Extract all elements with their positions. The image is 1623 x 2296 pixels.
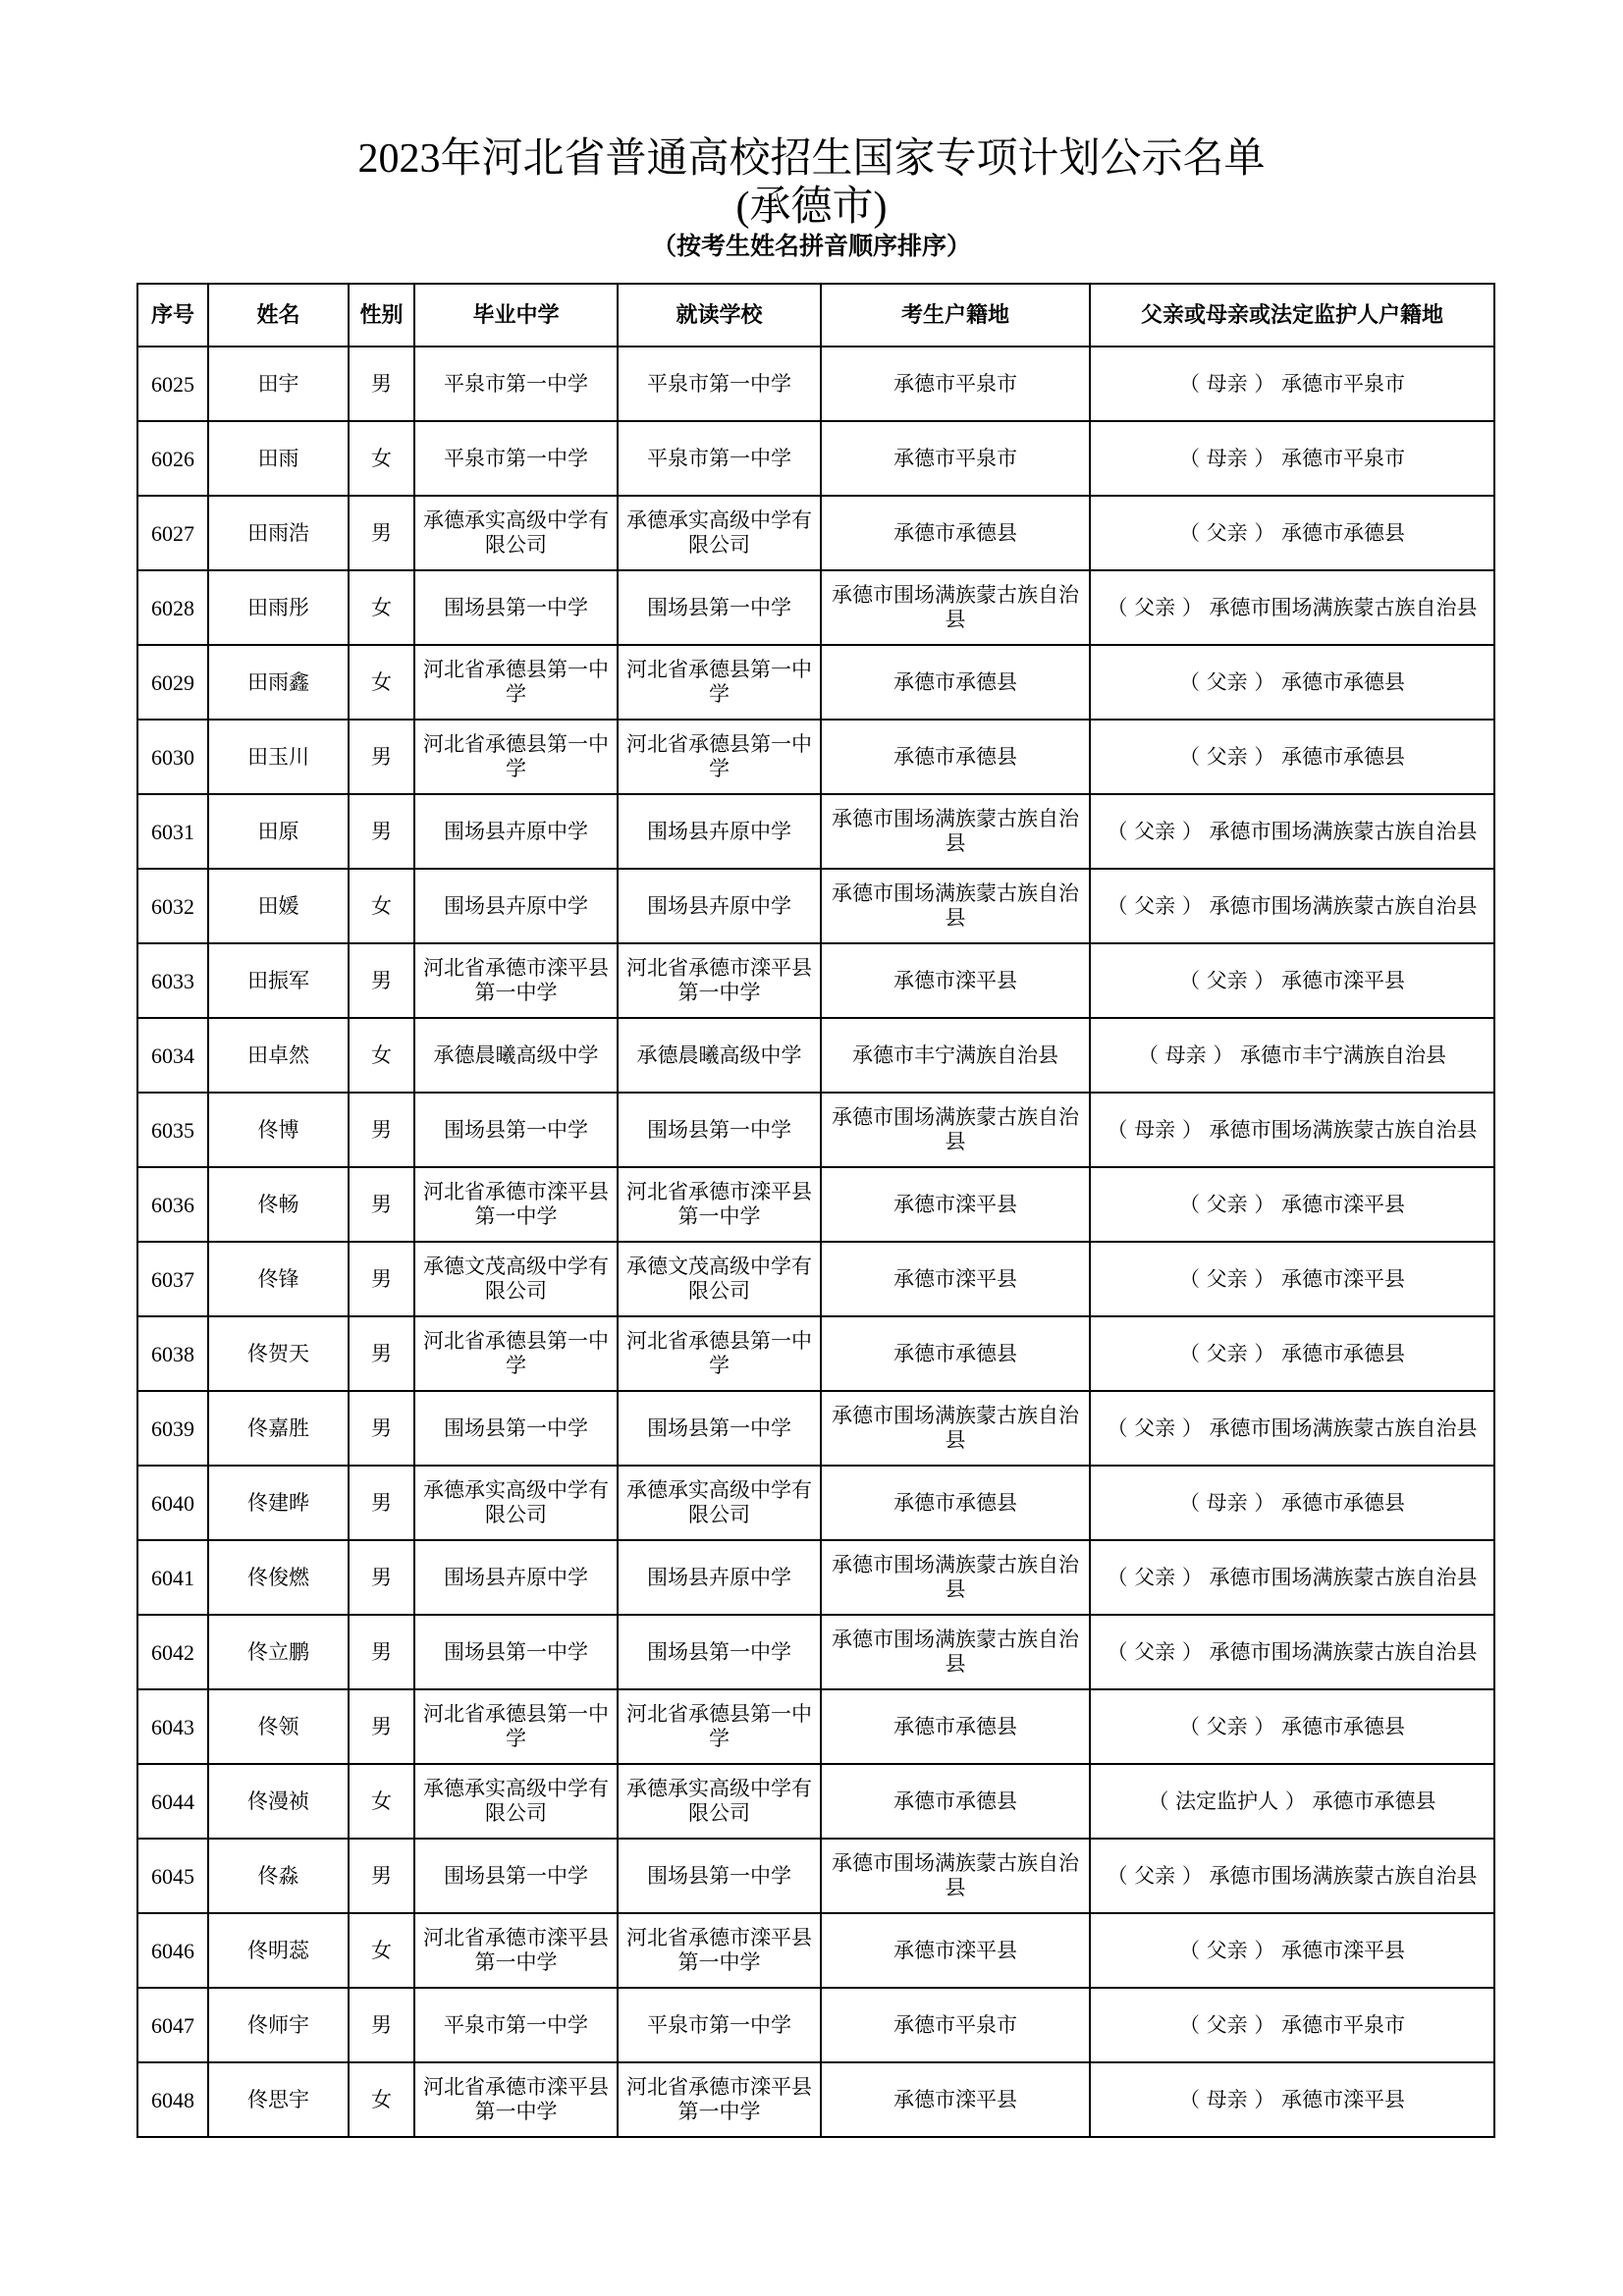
- table-row: [137, 1466, 1494, 1540]
- cell-name: 佟俊燃: [208, 1540, 349, 1615]
- cell-name: 田雨: [208, 421, 349, 496]
- table-row: [137, 1764, 1494, 1839]
- cell-current-school: 河北省承德市滦平县第一中学: [618, 2062, 821, 2137]
- cell-current-school: 平泉市第一中学: [618, 421, 821, 496]
- header-serial: 序号: [137, 284, 208, 347]
- sort-note: （按考生姓名拼音顺序排序）: [651, 232, 971, 260]
- cell-serial: 6029: [137, 645, 208, 720]
- cell-student-residence: 承德市滦平县: [821, 1242, 1090, 1316]
- cell-name: 佟淼: [208, 1839, 349, 1913]
- cell-name: 田雨鑫: [208, 645, 349, 720]
- cell-current-school: 平泉市第一中学: [618, 347, 821, 421]
- table-row: [137, 1018, 1494, 1093]
- cell-gender: 男: [349, 1242, 414, 1316]
- cell-current-school: 承德承实高级中学有限公司: [618, 496, 821, 570]
- cell-gender: 女: [349, 1913, 414, 1988]
- cell-student-residence: 承德市滦平县: [821, 943, 1090, 1018]
- cell-student-residence: 承德市围场满族蒙古族自治县: [821, 869, 1090, 943]
- cell-name: 田原: [208, 794, 349, 869]
- cell-guardian-residence: （ 父亲 ） 承德市承德县: [1090, 720, 1494, 794]
- cell-name: 佟畅: [208, 1167, 349, 1242]
- cell-current-school: 河北省承德市滦平县第一中学: [618, 1913, 821, 1988]
- cell-serial: 6048: [137, 2062, 208, 2137]
- cell-student-residence: 承德市平泉市: [821, 1988, 1090, 2062]
- cell-graduated-school: 平泉市第一中学: [414, 347, 618, 421]
- header-gender: 性别: [349, 284, 414, 347]
- cell-student-residence: 承德市围场满族蒙古族自治县: [821, 1615, 1090, 1689]
- cell-gender: 男: [349, 943, 414, 1018]
- cell-current-school: 河北省承德县第一中学: [618, 645, 821, 720]
- cell-guardian-residence: （ 父亲 ） 承德市承德县: [1090, 496, 1494, 570]
- cell-guardian-residence: （ 母亲 ） 承德市平泉市: [1090, 347, 1494, 421]
- cell-guardian-residence: （ 父亲 ） 承德市滦平县: [1090, 1913, 1494, 1988]
- cell-student-residence: 承德市围场满族蒙古族自治县: [821, 1093, 1090, 1167]
- cell-serial: 6043: [137, 1689, 208, 1764]
- table-row: [137, 943, 1494, 1018]
- cell-graduated-school: 围场县卉原中学: [414, 869, 618, 943]
- cell-gender: 男: [349, 1540, 414, 1615]
- cell-name: 田玉川: [208, 720, 349, 794]
- cell-current-school: 承德文茂高级中学有限公司: [618, 1242, 821, 1316]
- cell-graduated-school: 围场县第一中学: [414, 1615, 618, 1689]
- cell-gender: 男: [349, 496, 414, 570]
- table-row: [137, 496, 1494, 570]
- table-row: [137, 347, 1494, 421]
- cell-current-school: 河北省承德县第一中学: [618, 720, 821, 794]
- cell-name: 佟师宇: [208, 1988, 349, 2062]
- cell-current-school: 河北省承德县第一中学: [618, 1316, 821, 1391]
- table-row: [137, 421, 1494, 496]
- cell-name: 佟领: [208, 1689, 349, 1764]
- cell-gender: 男: [349, 1093, 414, 1167]
- cell-current-school: 承德晨曦高级中学: [618, 1018, 821, 1093]
- table-row: [137, 1988, 1494, 2062]
- header-student-residence: 考生户籍地: [821, 284, 1090, 347]
- cell-current-school: 围场县卉原中学: [618, 869, 821, 943]
- header-guardian-residence: 父亲或母亲或法定监护人户籍地: [1090, 284, 1494, 347]
- cell-current-school: 承德承实高级中学有限公司: [618, 1466, 821, 1540]
- table-row: [137, 1839, 1494, 1913]
- cell-serial: 6037: [137, 1242, 208, 1316]
- cell-current-school: 平泉市第一中学: [618, 1988, 821, 2062]
- table-row: [137, 869, 1494, 943]
- cell-name: 佟博: [208, 1093, 349, 1167]
- cell-student-residence: 承德市承德县: [821, 1316, 1090, 1391]
- cell-gender: 男: [349, 794, 414, 869]
- cell-student-residence: 承德市承德县: [821, 720, 1090, 794]
- cell-gender: 男: [349, 1689, 414, 1764]
- cell-graduated-school: 承德承实高级中学有限公司: [414, 1764, 618, 1839]
- cell-serial: 6031: [137, 794, 208, 869]
- cell-gender: 男: [349, 720, 414, 794]
- cell-guardian-residence: （ 父亲 ） 承德市承德县: [1090, 1316, 1494, 1391]
- table-row: [137, 1391, 1494, 1466]
- cell-name: 佟贺天: [208, 1316, 349, 1391]
- cell-serial: 6047: [137, 1988, 208, 2062]
- table-row: [137, 1093, 1494, 1167]
- cell-gender: 男: [349, 1316, 414, 1391]
- cell-gender: 女: [349, 1018, 414, 1093]
- cell-graduated-school: 围场县卉原中学: [414, 1540, 618, 1615]
- cell-guardian-residence: （ 父亲 ） 承德市围场满族蒙古族自治县: [1090, 1839, 1494, 1913]
- cell-current-school: 围场县卉原中学: [618, 794, 821, 869]
- cell-guardian-residence: （ 父亲 ） 承德市平泉市: [1090, 1988, 1494, 2062]
- cell-name: 田雨浩: [208, 496, 349, 570]
- cell-serial: 6026: [137, 421, 208, 496]
- cell-gender: 女: [349, 570, 414, 645]
- cell-graduated-school: 围场县第一中学: [414, 1839, 618, 1913]
- cell-serial: 6040: [137, 1466, 208, 1540]
- cell-student-residence: 承德市承德县: [821, 645, 1090, 720]
- table-row: [137, 1615, 1494, 1689]
- page-subtitle: (承德市): [735, 185, 888, 230]
- table-row: [137, 2062, 1494, 2137]
- admission-table: [136, 283, 1495, 2138]
- cell-current-school: 围场县第一中学: [618, 1391, 821, 1466]
- cell-gender: 女: [349, 645, 414, 720]
- cell-guardian-residence: （ 法定监护人 ） 承德市承德县: [1090, 1764, 1494, 1839]
- cell-gender: 男: [349, 1839, 414, 1913]
- cell-name: 佟锋: [208, 1242, 349, 1316]
- table-row: [137, 645, 1494, 720]
- cell-graduated-school: 围场县卉原中学: [414, 794, 618, 869]
- cell-name: 田宇: [208, 347, 349, 421]
- cell-name: 田媛: [208, 869, 349, 943]
- table-row: [137, 570, 1494, 645]
- cell-serial: 6042: [137, 1615, 208, 1689]
- cell-student-residence: 承德市平泉市: [821, 421, 1090, 496]
- cell-graduated-school: 平泉市第一中学: [414, 1988, 618, 2062]
- cell-guardian-residence: （ 父亲 ） 承德市围场满族蒙古族自治县: [1090, 794, 1494, 869]
- cell-name: 佟嘉胜: [208, 1391, 349, 1466]
- cell-serial: 6035: [137, 1093, 208, 1167]
- cell-graduated-school: 承德文茂高级中学有限公司: [414, 1242, 618, 1316]
- cell-student-residence: 承德市围场满族蒙古族自治县: [821, 570, 1090, 645]
- cell-student-residence: 承德市承德县: [821, 1689, 1090, 1764]
- cell-gender: 男: [349, 1615, 414, 1689]
- header-graduated-school: 毕业中学: [414, 284, 618, 347]
- cell-serial: 6045: [137, 1839, 208, 1913]
- cell-gender: 女: [349, 1764, 414, 1839]
- table-row: [137, 720, 1494, 794]
- cell-serial: 6027: [137, 496, 208, 570]
- cell-guardian-residence: （ 父亲 ） 承德市围场满族蒙古族自治县: [1090, 570, 1494, 645]
- cell-guardian-residence: （ 母亲 ） 承德市丰宁满族自治县: [1090, 1018, 1494, 1093]
- table-row: [137, 1242, 1494, 1316]
- cell-gender: 男: [349, 1391, 414, 1466]
- cell-student-residence: 承德市围场满族蒙古族自治县: [821, 1839, 1090, 1913]
- cell-serial: 6039: [137, 1391, 208, 1466]
- cell-graduated-school: 河北省承德县第一中学: [414, 645, 618, 720]
- cell-serial: 6025: [137, 347, 208, 421]
- cell-serial: 6038: [137, 1316, 208, 1391]
- cell-guardian-residence: （ 母亲 ） 承德市平泉市: [1090, 421, 1494, 496]
- cell-student-residence: 承德市围场满族蒙古族自治县: [821, 1540, 1090, 1615]
- cell-gender: 女: [349, 869, 414, 943]
- cell-guardian-residence: （ 父亲 ） 承德市滦平县: [1090, 943, 1494, 1018]
- cell-name: 田雨彤: [208, 570, 349, 645]
- cell-graduated-school: 河北省承德县第一中学: [414, 1689, 618, 1764]
- cell-student-residence: 承德市滦平县: [821, 2062, 1090, 2137]
- cell-graduated-school: 围场县第一中学: [414, 570, 618, 645]
- cell-name: 佟思宇: [208, 2062, 349, 2137]
- cell-guardian-residence: （ 父亲 ） 承德市滦平县: [1090, 1242, 1494, 1316]
- page-title: 2023年河北省普通高校招生国家专项计划公示名单: [357, 136, 1266, 182]
- cell-serial: 6041: [137, 1540, 208, 1615]
- cell-serial: 6033: [137, 943, 208, 1018]
- table-row: [137, 1316, 1494, 1391]
- table-row: [137, 1689, 1494, 1764]
- cell-graduated-school: 河北省承德市滦平县第一中学: [414, 1167, 618, 1242]
- cell-current-school: 河北省承德县第一中学: [618, 1689, 821, 1764]
- header-current-school: 就读学校: [618, 284, 821, 347]
- header-name: 姓名: [208, 284, 349, 347]
- cell-current-school: 围场县第一中学: [618, 1093, 821, 1167]
- cell-graduated-school: 平泉市第一中学: [414, 421, 618, 496]
- cell-name: 佟明蕊: [208, 1913, 349, 1988]
- cell-gender: 男: [349, 1167, 414, 1242]
- cell-graduated-school: 河北省承德县第一中学: [414, 1316, 618, 1391]
- cell-gender: 女: [349, 2062, 414, 2137]
- cell-name: 田振军: [208, 943, 349, 1018]
- cell-serial: 6044: [137, 1764, 208, 1839]
- cell-student-residence: 承德市承德县: [821, 1764, 1090, 1839]
- cell-gender: 男: [349, 1466, 414, 1540]
- cell-name: 佟建晔: [208, 1466, 349, 1540]
- cell-guardian-residence: （ 母亲 ） 承德市滦平县: [1090, 2062, 1494, 2137]
- table-row: [137, 1167, 1494, 1242]
- cell-serial: 6032: [137, 869, 208, 943]
- cell-guardian-residence: （ 父亲 ） 承德市围场满族蒙古族自治县: [1090, 869, 1494, 943]
- cell-graduated-school: 河北省承德市滦平县第一中学: [414, 1913, 618, 1988]
- cell-name: 田卓然: [208, 1018, 349, 1093]
- cell-current-school: 围场县第一中学: [618, 570, 821, 645]
- cell-current-school: 围场县卉原中学: [618, 1540, 821, 1615]
- cell-student-residence: 承德市围场满族蒙古族自治县: [821, 1391, 1090, 1466]
- cell-serial: 6034: [137, 1018, 208, 1093]
- cell-guardian-residence: （ 父亲 ） 承德市围场满族蒙古族自治县: [1090, 1615, 1494, 1689]
- cell-current-school: 河北省承德市滦平县第一中学: [618, 943, 821, 1018]
- cell-graduated-school: 围场县第一中学: [414, 1391, 618, 1466]
- cell-name: 佟漫祯: [208, 1764, 349, 1839]
- cell-graduated-school: 围场县第一中学: [414, 1093, 618, 1167]
- cell-guardian-residence: （ 父亲 ） 承德市围场满族蒙古族自治县: [1090, 1540, 1494, 1615]
- cell-guardian-residence: （ 父亲 ） 承德市承德县: [1090, 645, 1494, 720]
- cell-student-residence: 承德市丰宁满族自治县: [821, 1018, 1090, 1093]
- cell-student-residence: 承德市平泉市: [821, 347, 1090, 421]
- table-row: [137, 794, 1494, 869]
- cell-guardian-residence: （ 父亲 ） 承德市围场满族蒙古族自治县: [1090, 1391, 1494, 1466]
- cell-graduated-school: 承德承实高级中学有限公司: [414, 1466, 618, 1540]
- cell-serial: 6030: [137, 720, 208, 794]
- cell-serial: 6046: [137, 1913, 208, 1988]
- table-row: [137, 1540, 1494, 1615]
- cell-graduated-school: 承德晨曦高级中学: [414, 1018, 618, 1093]
- cell-current-school: 围场县第一中学: [618, 1615, 821, 1689]
- cell-guardian-residence: （ 父亲 ） 承德市滦平县: [1090, 1167, 1494, 1242]
- cell-gender: 女: [349, 421, 414, 496]
- cell-gender: 男: [349, 347, 414, 421]
- cell-gender: 男: [349, 1988, 414, 2062]
- cell-graduated-school: 承德承实高级中学有限公司: [414, 496, 618, 570]
- cell-guardian-residence: （ 父亲 ） 承德市承德县: [1090, 1689, 1494, 1764]
- cell-student-residence: 承德市承德县: [821, 1466, 1090, 1540]
- cell-serial: 6036: [137, 1167, 208, 1242]
- cell-student-residence: 承德市滦平县: [821, 1913, 1090, 1988]
- cell-graduated-school: 河北省承德县第一中学: [414, 720, 618, 794]
- cell-current-school: 围场县第一中学: [618, 1839, 821, 1913]
- cell-student-residence: 承德市承德县: [821, 496, 1090, 570]
- cell-graduated-school: 河北省承德市滦平县第一中学: [414, 943, 618, 1018]
- cell-graduated-school: 河北省承德市滦平县第一中学: [414, 2062, 618, 2137]
- cell-guardian-residence: （ 母亲 ） 承德市围场满族蒙古族自治县: [1090, 1093, 1494, 1167]
- cell-student-residence: 承德市滦平县: [821, 1167, 1090, 1242]
- cell-guardian-residence: （ 母亲 ） 承德市承德县: [1090, 1466, 1494, 1540]
- cell-current-school: 河北省承德市滦平县第一中学: [618, 1167, 821, 1242]
- cell-name: 佟立鹏: [208, 1615, 349, 1689]
- cell-serial: 6028: [137, 570, 208, 645]
- table-row: [137, 1913, 1494, 1988]
- table-header-row: [137, 284, 1494, 347]
- cell-current-school: 承德承实高级中学有限公司: [618, 1764, 821, 1839]
- cell-student-residence: 承德市围场满族蒙古族自治县: [821, 794, 1090, 869]
